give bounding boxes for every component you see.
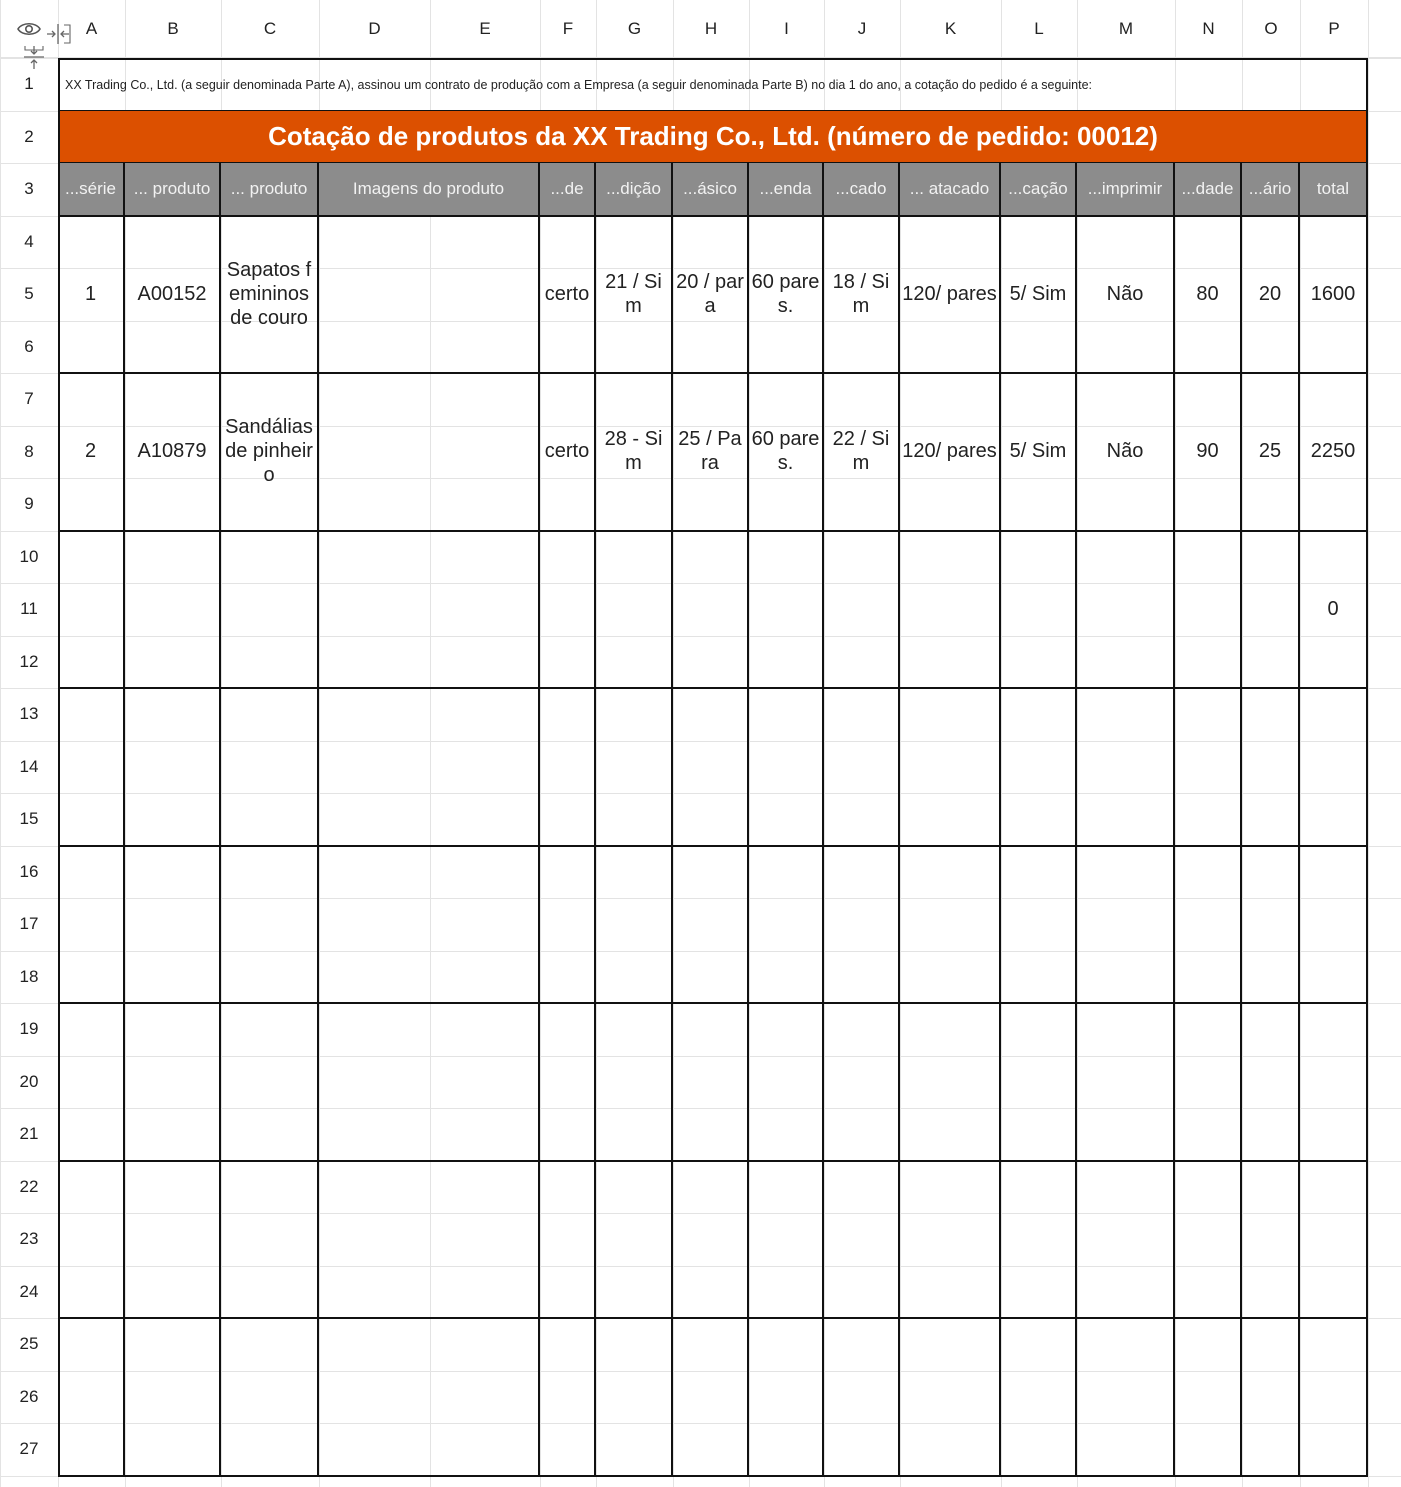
product-name-cell[interactable]: Sandálias de pinheiro [221,373,319,532]
quantity-cell[interactable] [1175,531,1242,690]
unit-cell[interactable] [540,1003,596,1162]
row-header-8[interactable]: 8 [24,441,34,461]
product-name-cell[interactable] [221,688,319,847]
product-image-cell[interactable] [319,1318,540,1477]
column-title-3[interactable]: ... produto [221,163,319,217]
row-header-21[interactable]: 21 [19,1124,39,1144]
column-header-p[interactable]: P [1328,19,1340,38]
row-header-13[interactable]: 13 [19,704,39,724]
row-header-17[interactable]: 17 [19,914,39,934]
total-cell[interactable] [1300,688,1368,847]
quantity-cell[interactable] [1175,1318,1242,1477]
column-title-13[interactable]: ...dade [1175,163,1242,217]
product-image-cell[interactable] [319,531,540,690]
wholesale-cell[interactable] [900,531,1001,690]
retail-cell[interactable] [749,688,824,847]
unit-price-cell[interactable] [1242,1161,1300,1320]
row-header-3[interactable]: 3 [24,179,34,199]
row-header-7[interactable]: 7 [24,389,34,409]
column-header-e[interactable]: E [479,19,491,38]
condition-cell[interactable] [596,846,673,1005]
serial-number-cell[interactable] [58,688,125,847]
column-header-n[interactable]: N [1202,19,1215,38]
unit-price-cell[interactable] [1242,531,1300,690]
serial-number-cell[interactable] [58,1318,125,1477]
unit-cell[interactable]: certo [540,216,596,375]
serial-number-cell[interactable] [58,531,125,690]
product-code-cell[interactable] [125,1318,221,1477]
condition-cell[interactable] [596,1318,673,1477]
market-price-cell[interactable]: 22 / Sim [824,373,900,532]
row-header-15[interactable]: 15 [19,809,39,829]
print-cell[interactable]: Não [1077,216,1175,375]
print-cell[interactable] [1077,846,1175,1005]
basic-price-cell[interactable] [673,688,749,847]
column-header-f[interactable]: F [562,19,574,38]
column-header-c[interactable]: C [263,19,277,38]
classification-cell[interactable]: 5/ Sim [1001,216,1077,375]
unit-cell[interactable]: certo [540,373,596,532]
unit-cell[interactable] [540,1161,596,1320]
product-code-cell[interactable] [125,1161,221,1320]
retail-cell[interactable] [749,1003,824,1162]
unit-cell[interactable] [540,846,596,1005]
unit-cell[interactable] [540,688,596,847]
retail-cell[interactable] [749,846,824,1005]
column-header-d[interactable]: D [368,19,381,38]
product-image-cell[interactable] [319,846,540,1005]
gridline-vertical [1368,0,1369,1487]
unit-price-cell[interactable] [1242,846,1300,1005]
print-cell[interactable] [1077,1318,1175,1477]
product-code-cell[interactable] [125,688,221,847]
row-header-23[interactable]: 23 [19,1229,39,1249]
column-title-14[interactable]: ...ário [1242,163,1300,217]
row-header-22[interactable]: 22 [19,1176,39,1196]
product-image-cell[interactable] [319,688,540,847]
row-header-11[interactable]: 11 [20,599,38,619]
total-cell[interactable]: 1600 [1300,216,1368,375]
print-cell[interactable] [1077,1003,1175,1162]
wholesale-cell[interactable]: 120/ pares [900,216,1001,375]
product-name-cell[interactable] [221,531,319,690]
total-cell[interactable] [1300,846,1368,1005]
unit-cell[interactable] [540,531,596,690]
product-image-cell[interactable] [319,1003,540,1162]
column-header-a[interactable]: A [85,19,98,38]
column-header-j[interactable]: J [857,19,867,38]
column-title-5[interactable]: ...de [540,163,596,217]
row-header-9[interactable]: 9 [24,494,34,514]
table-left-border [58,163,60,1477]
quantity-cell[interactable] [1175,1003,1242,1162]
row-header-27[interactable]: 27 [19,1439,39,1459]
wholesale-cell[interactable] [900,1161,1001,1320]
column-title-12[interactable]: ...imprimir [1077,163,1175,217]
row-header-14[interactable]: 14 [19,756,39,776]
product-name-cell[interactable] [221,1161,319,1320]
total-cell[interactable] [1300,1003,1368,1162]
column-title-6[interactable]: ...dição [596,163,673,217]
basic-price-cell[interactable]: 20 / para [673,216,749,375]
condition-cell[interactable] [596,531,673,690]
product-image-cell[interactable] [319,373,540,532]
serial-number-cell[interactable] [58,846,125,1005]
print-cell[interactable] [1077,1161,1175,1320]
row-header-19[interactable]: 19 [19,1019,39,1039]
total-cell[interactable] [1300,1161,1368,1320]
row-header-2[interactable]: 2 [24,126,34,146]
product-image-cell[interactable] [319,1161,540,1320]
freeze-rows-icon[interactable] [22,44,46,70]
retail-cell[interactable]: 60 pares. [749,216,824,375]
column-title-15[interactable]: total [1300,163,1368,217]
column-title-4[interactable]: Imagens do produto [319,163,540,217]
market-price-cell[interactable] [824,846,900,1005]
product-name-cell[interactable] [221,1003,319,1162]
product-name-cell[interactable] [221,1318,319,1477]
condition-cell[interactable]: 21 / Sim [596,216,673,375]
row-header-10[interactable]: 10 [19,546,39,566]
print-cell[interactable] [1077,531,1175,690]
column-title-1[interactable]: ...série [58,163,125,217]
column-title-7[interactable]: ...ásico [673,163,749,217]
unit-price-cell[interactable] [1242,1318,1300,1477]
market-price-cell[interactable] [824,1161,900,1320]
serial-number-cell[interactable]: 1 [58,216,125,375]
row-header-5[interactable]: 5 [24,284,34,304]
classification-cell[interactable] [1001,1161,1077,1320]
row-header-24[interactable]: 24 [19,1281,39,1301]
row-header-26[interactable]: 26 [19,1386,39,1406]
basic-price-cell[interactable] [673,1003,749,1162]
row-header-18[interactable]: 18 [19,966,39,986]
market-price-cell[interactable] [824,1003,900,1162]
quantity-cell[interactable] [1175,846,1242,1005]
product-code-cell[interactable] [125,846,221,1005]
product-image-cell[interactable] [319,216,540,375]
quantity-cell[interactable]: 90 [1175,373,1242,532]
serial-number-cell[interactable] [58,1003,125,1162]
serial-number-cell[interactable]: 2 [58,373,125,532]
column-header-g[interactable]: G [627,19,642,38]
wholesale-cell[interactable]: 120/ pares [900,373,1001,532]
print-cell[interactable] [1077,688,1175,847]
column-header-l[interactable]: L [1034,19,1044,38]
row-header-1[interactable]: 1 [24,74,34,94]
basic-price-cell[interactable] [673,846,749,1005]
quotation-title[interactable]: Cotação de produtos da XX Trading Co., Ltd. (número de pedido: 00012) [58,111,1368,165]
column-title-8[interactable]: ...enda [749,163,824,217]
classification-cell[interactable] [1001,1003,1077,1162]
row-header-25[interactable]: 25 [19,1334,39,1354]
product-code-cell[interactable] [125,531,221,690]
classification-cell[interactable] [1001,846,1077,1005]
quantity-cell[interactable] [1175,1161,1242,1320]
wholesale-cell[interactable] [900,846,1001,1005]
basic-price-cell[interactable]: 25 / Para [673,373,749,532]
retail-cell[interactable]: 60 pares. [749,373,824,532]
quantity-cell[interactable]: 80 [1175,216,1242,375]
eye-icon[interactable] [16,20,42,38]
row-header-16[interactable]: 16 [19,861,39,881]
contract-intro-text[interactable]: XX Trading Co., Ltd. (a seguir denominada Parte A), assinou um contrato de produção com a Empresa (a seguir denominada Parte B) no dia 1 do ano, a cotação do pedido é a seguinte: [58,58,1368,112]
wholesale-cell[interactable] [900,1318,1001,1477]
row-header-12[interactable]: 12 [19,651,39,671]
unit-price-cell[interactable] [1242,688,1300,847]
product-code-cell[interactable] [125,1003,221,1162]
column-header-b[interactable]: B [167,19,179,38]
column-title-11[interactable]: ...cação [1001,163,1077,217]
basic-price-cell[interactable] [673,531,749,690]
classification-cell[interactable]: 5/ Sim [1001,373,1077,532]
column-header-h[interactable]: H [704,19,718,38]
row-header-4[interactable]: 4 [24,231,34,251]
product-code-cell[interactable]: A00152 [125,216,221,375]
wholesale-cell[interactable] [900,1003,1001,1162]
column-title-2[interactable]: ... produto [125,163,221,217]
total-cell[interactable]: 2250 [1300,373,1368,532]
unit-price-cell[interactable]: 20 [1242,216,1300,375]
row-header-20[interactable]: 20 [19,1071,39,1091]
unit-cell[interactable] [540,1318,596,1477]
market-price-cell[interactable] [824,531,900,690]
product-name-cell[interactable] [221,846,319,1005]
total-cell[interactable]: 0 [1300,531,1368,690]
unit-price-cell[interactable] [1242,1003,1300,1162]
classification-cell[interactable] [1001,531,1077,690]
classification-cell[interactable] [1001,1318,1077,1477]
basic-price-cell[interactable] [673,1161,749,1320]
condition-cell[interactable] [596,1003,673,1162]
condition-cell[interactable]: 28 - Sim [596,373,673,532]
print-cell[interactable]: Não [1077,373,1175,532]
condition-cell[interactable] [596,688,673,847]
column-title-10[interactable]: ... atacado [900,163,1001,217]
column-header-k[interactable]: K [944,19,957,38]
total-cell[interactable] [1300,1318,1368,1477]
freeze-columns-icon[interactable] [44,22,72,46]
column-title-9[interactable]: ...cado [824,163,900,217]
classification-cell[interactable] [1001,688,1077,847]
market-price-cell[interactable] [824,688,900,847]
condition-cell[interactable] [596,1161,673,1320]
basic-price-cell[interactable] [673,1318,749,1477]
quantity-cell[interactable] [1175,688,1242,847]
product-code-cell[interactable]: A10879 [125,373,221,532]
unit-price-cell[interactable]: 25 [1242,373,1300,532]
product-name-cell[interactable]: Sapatos femininos de couro [221,216,319,375]
retail-cell[interactable] [749,531,824,690]
market-price-cell[interactable]: 18 / Sim [824,216,900,375]
column-header-i[interactable]: I [784,19,789,38]
serial-number-cell[interactable] [58,1161,125,1320]
row-header-6[interactable]: 6 [24,336,34,356]
retail-cell[interactable] [749,1161,824,1320]
market-price-cell[interactable] [824,1318,900,1477]
retail-cell[interactable] [749,1318,824,1477]
wholesale-cell[interactable] [900,688,1001,847]
column-header-o[interactable]: O [1264,19,1278,38]
column-header-m[interactable]: M [1118,19,1134,38]
